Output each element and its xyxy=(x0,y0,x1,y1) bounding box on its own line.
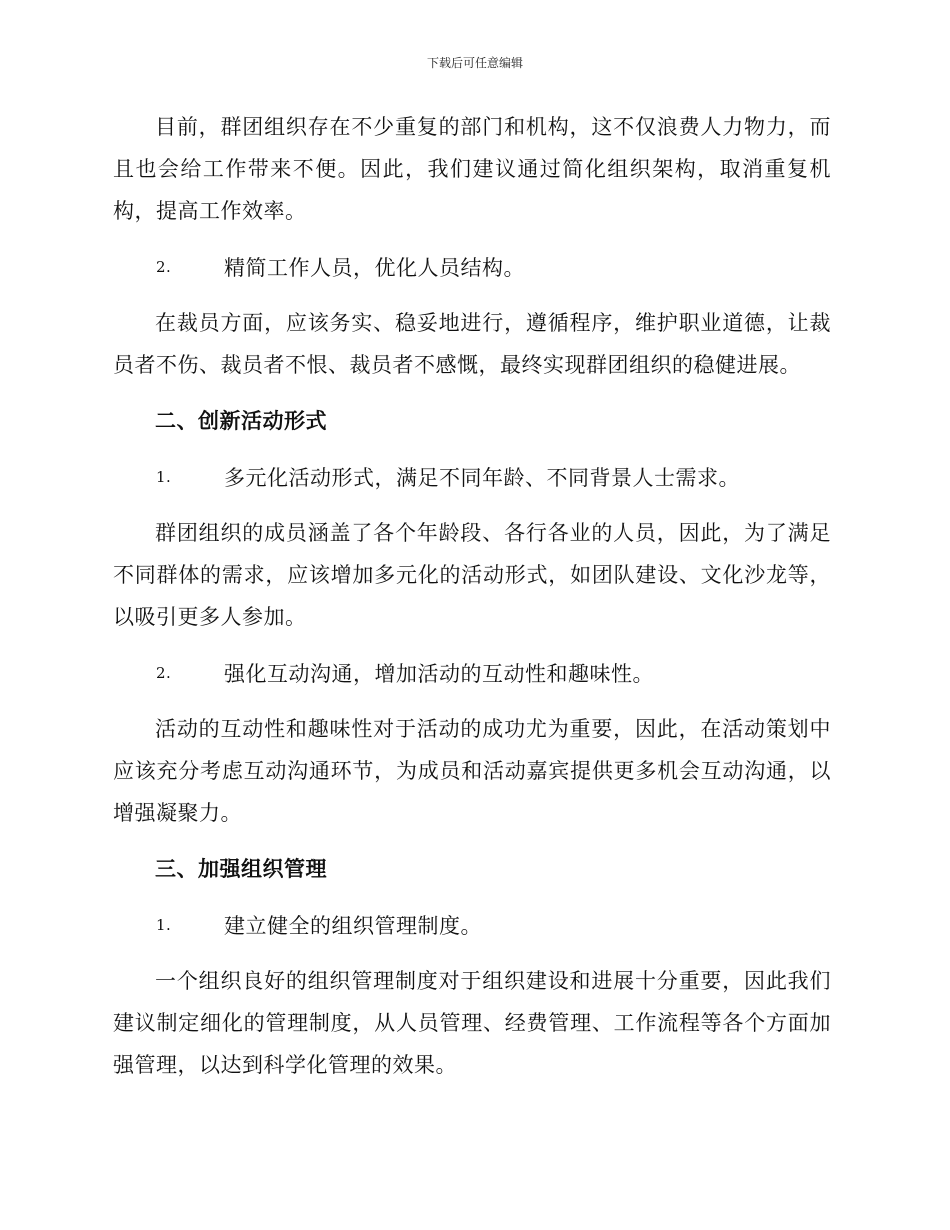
list-item xyxy=(113,652,831,694)
list-item-text: 多元化活动形式，满足不同年龄、不同背景人士需求。 xyxy=(224,466,740,490)
paragraph: 群团组织的成员涵盖了各个年龄段、各行各业的人员，因此，为了满足不同群体的需求，应该增加多元化的活动形式，如团队建设、文化沙龙等，以吸引更多人参加。 xyxy=(113,521,831,629)
paragraph: 一个组织良好的组织管理制度对于组织建设和进展十分重要，因此我们建议制定细化的管理制度，从人员管理、经费管理、工作流程等各个方面加强管理，以达到科学化管理的效果。 xyxy=(113,969,831,1077)
list-number: 1. xyxy=(156,468,172,486)
paragraph: 在裁员方面，应该务实、稳妥地进行，遵循程序，维护职业道德，让裁员者不伤、裁员者不恨、裁员者不感慨，最终实现群团组织的稳健进展。 xyxy=(113,311,831,377)
section-heading: 二、创新活动形式 xyxy=(155,409,327,433)
section-heading: 三、加强组织管理 xyxy=(155,857,327,881)
list-item-text: 强化互动沟通，增加活动的互动性和趣味性。 xyxy=(224,662,654,686)
list-item-text: 建立健全的组织管理制度。 xyxy=(224,914,482,938)
paragraph: 活动的互动性和趣味性对于活动的成功尤为重要，因此，在活动策划中应该充分考虑互动沟通环节，为成员和活动嘉宾提供更多机会互动沟通，以增强凝聚力。 xyxy=(113,717,831,825)
list-item xyxy=(113,456,831,498)
document-body xyxy=(113,106,831,1086)
list-number: 2. xyxy=(156,258,172,276)
page-header-note: 下载后可任意编辑 xyxy=(426,56,523,70)
list-item xyxy=(113,904,831,946)
list-item xyxy=(113,246,831,288)
list-number: 1. xyxy=(156,916,172,934)
list-item-text: 精简工作人员，优化人员结构。 xyxy=(224,256,525,280)
list-number: 2. xyxy=(156,664,172,682)
paragraph: 目前，群团组织存在不少重复的部门和机构，这不仅浪费人力物力，而且也会给工作带来不便。因此，我们建议通过简化组织架构，取消重复机构，提高工作效率。 xyxy=(113,115,831,223)
